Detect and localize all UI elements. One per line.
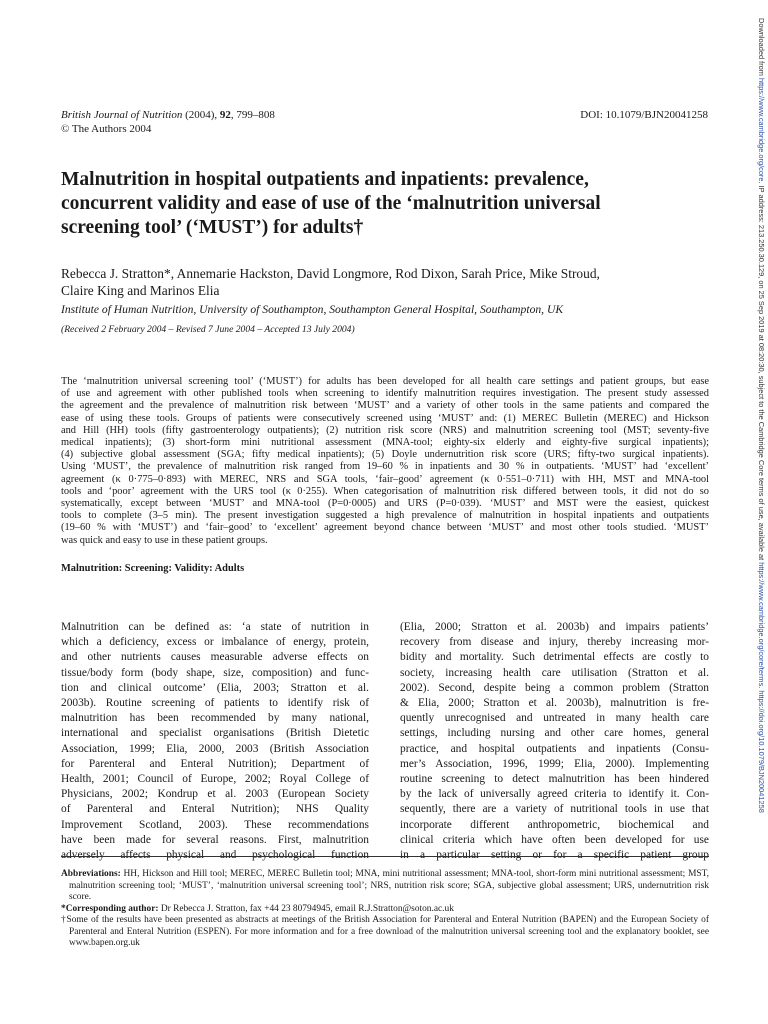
download-notice bbox=[752, 18, 766, 813]
corresponding-text: Dr Rebecca J. Stratton, fax +44 23 80794945, email R.J.Stratton@soton.ac.uk bbox=[158, 903, 454, 914]
journal-citation bbox=[61, 109, 275, 121]
footnote-abbreviations bbox=[61, 869, 709, 904]
abstract-line: tools to complete (3–5 min). The present investigation suggested a high prevalence of malnutrition in hospital inpatients and outpatients bbox=[61, 510, 709, 522]
title-line: concurrent validity and ease of use of the ‘malnutrition universal bbox=[61, 193, 601, 214]
body-line: by the lack of universally agreed criteria to identify it. Con- bbox=[400, 788, 709, 801]
body-line: practice, and hospital outpatients and inpatients (Consu- bbox=[400, 742, 709, 755]
body-line: quently unrecognised and untreated in many health care bbox=[400, 712, 709, 725]
doi-link[interactable]: https://doi.org/10.1079/BJN20041258 bbox=[757, 690, 766, 813]
body-line: Health, 2001; Council of Europe, 2002; Royal College of bbox=[61, 773, 369, 786]
citation-pages: , 799–808 bbox=[230, 109, 275, 121]
body-line: 2003b). Routine screening of patients to identify risk of bbox=[61, 697, 369, 710]
abstract-line: and Hill (HH) tools (fifty gastroenterology outpatients); (2) nutrition risk score (NRS) and malnutrition screening tool (MST; seventy-five bbox=[61, 424, 709, 436]
body-line: & Elia, 2000; Stratton et al. 2003b), malnutrition is fre- bbox=[400, 697, 709, 710]
abstract-line: (19–60 % with ‘MUST’) and ‘fair–good’ to ‘excellent’ agreement beyond chance between ‘MUST’ and most other tools studied. ‘MUST’ bbox=[61, 522, 709, 534]
authors-line: Claire King and Marinos Elia bbox=[61, 283, 220, 298]
abstract-line: was quick and easy to use in these patient groups. bbox=[61, 534, 268, 546]
body-line: recovery from disease and injury, thereby increasing mor- bbox=[400, 636, 709, 649]
abstract-line: The ‘malnutrition universal screening tool’ (‘MUST’) for adults has been developed for all health care settings and patient groups, but ease bbox=[61, 376, 709, 387]
received-dates: (Received 2 February 2004 – Revised 7 June 2004 – Accepted 13 July 2004) bbox=[61, 324, 355, 335]
body-line: bidity and mortality. Such detrimental effects are costly to bbox=[400, 651, 709, 664]
body-line: tion and clinical outcome’ (Elia, 2003; Stratton et al. bbox=[61, 681, 369, 694]
cambridge-core-link[interactable]: https://www.cambridge.org/core bbox=[757, 77, 766, 182]
citation-volume: 92 bbox=[219, 109, 231, 121]
abstract-line: Using ‘MUST’, the prevalence of malnutrition risk ranged from 19–60 % in inpatients and 30 % in outpatients. ‘MUST’ had ‘excellent’ bbox=[61, 461, 709, 473]
download-prefix: Downloaded from bbox=[757, 18, 766, 78]
copyright: © The Authors 2004 bbox=[61, 123, 152, 135]
authors-line: Rebecca J. Stratton*, Annemarie Hackston, David Longmore, Rod Dixon, Sarah Price, Mike Stroud, bbox=[61, 266, 600, 281]
body-line: Association, 1999; Elia, 2000, 2003 (British Association bbox=[61, 742, 369, 755]
body-line: sequently, there are a variety of nutritional tools in use that bbox=[400, 803, 709, 816]
body-line: Improvement Scotland, 2003). These recommendations bbox=[61, 818, 369, 831]
corresponding-label: *Corresponding author: bbox=[61, 903, 159, 914]
footnotes bbox=[61, 869, 709, 950]
body-line: of Parenteral and Enteral Nutrition); NHS Quality bbox=[61, 803, 369, 816]
body-line: for Parenteral and Enteral Nutrition); Department of bbox=[61, 757, 369, 770]
body-line: (Elia, 2000; Stratton et al. 2003b) and impairs patients’ bbox=[400, 621, 709, 633]
body-line: incorporate different anthropometric, biochemical and bbox=[400, 818, 709, 831]
footnote-divider bbox=[61, 856, 709, 857]
abbreviations-label: Abbreviations: bbox=[61, 869, 121, 879]
author-list bbox=[61, 265, 721, 299]
abstract-line: ease of using these tools. Groups of patients were consecutively screened using ‘MUST’ and: (1) MEREC Bulletin (MEREC) and Hickson bbox=[61, 412, 709, 424]
title-line: Malnutrition in hospital outpatients and inpatients: prevalence, bbox=[61, 169, 589, 190]
terms-link[interactable]: https://www.cambridge.org/core/terms bbox=[757, 562, 766, 687]
doi: DOI: 10.1079/BJN20041258 bbox=[580, 109, 708, 121]
body-line: Malnutrition can be defined as: ‘a state of nutrition in bbox=[61, 621, 369, 633]
body-line: tissue/body form (body shape, size, composition) and func- bbox=[61, 666, 369, 679]
body-line: clinical criteria which have often been developed for use bbox=[400, 833, 709, 846]
abstract-line: the agreement and the prevalence of malnutrition risk between ‘MUST’ and a variety of other tools in the same patients and compared the bbox=[61, 400, 709, 412]
abstract-line: of use and agreement with other published tools when screening to identify malnutrition requires investigation. The present study assessed bbox=[61, 388, 709, 400]
body-column-left bbox=[61, 620, 369, 863]
footnote-corresponding bbox=[61, 904, 709, 916]
body-line: 2002). Second, despite being a common problem (Stratton bbox=[400, 681, 709, 694]
body-column-right bbox=[400, 620, 709, 863]
download-ip-text: . IP address: 213.250.30.129, on 25 Sep 2019 at 08:20:30, subject to the Cambridge Core terms of use, available at bbox=[757, 181, 766, 563]
footnote-dagger: †Some of the results have been presented as abstracts at meetings of the British Association for Parenteral and Enteral Nutrition (BAPEN) and the European Society of Parenteral and Enteral Nutrition (ESPEN). For more information and for a free download of the malnutrition universal screening tool and the explanatory booklet, see www.bapen.org.uk bbox=[61, 915, 709, 948]
body-line: society, increasing health care utilisation (Stratton et al. bbox=[400, 666, 709, 679]
abbreviations-text: HH, Hickson and Hill tool; MEREC, MEREC Bulletin tool; MNA, mini nutritional assessment; MNA-tool, short-form mini nutritional assessment; MST, malnutrition screening tool; ‘MUST’, ‘malnutrition universal screening tool’; NRS, nutrition risk score; SGA, subjective global assessment; URS, undernutrition risk score. bbox=[69, 869, 709, 902]
journal-name: British Journal of Nutrition bbox=[61, 109, 183, 121]
affiliation: Institute of Human Nutrition, University of Southampton, Southampton General Hospital, Southampton, UK bbox=[61, 303, 564, 316]
body-line: settings, including nursing and other care homes, general bbox=[400, 727, 709, 740]
download-sep: . bbox=[757, 686, 766, 691]
body-line: Physicians, 2002; Kondrup et al. 2003 (European Society bbox=[61, 788, 369, 801]
body-line: have been made for several reasons. First, malnutrition bbox=[61, 833, 369, 846]
abstract-line: medical inpatients); (3) short-form mini nutritional assessment (MNA-tool; eighty-six elderly and eighty-five surgical inpatients); bbox=[61, 437, 709, 449]
title-line: screening tool’ (‘MUST’) for adults† bbox=[61, 217, 364, 238]
abstract-line: tools and ‘poor’ agreement with the URS tool (κ 0·255). When categorisation of malnutrition risk differed between tools, it did not do so bbox=[61, 485, 709, 497]
body-line: and other nutrients causes measurable adverse effects on bbox=[61, 651, 369, 664]
body-line: international and specialist organisations (British Dietetic bbox=[61, 727, 369, 740]
abstract bbox=[61, 376, 709, 547]
body-line: malnutrition has been recommended by many national, bbox=[61, 712, 369, 725]
keywords: Malnutrition: Screening: Validity: Adults bbox=[61, 563, 245, 574]
body-line: routine screening to detect malnutrition has been hindered bbox=[400, 773, 709, 786]
abstract-line: agreement (κ 0·775–0·893) with MEREC, NRS and SGA tools, ‘fair–good’ agreement (κ 0·551–0·711) with HH, MST and MNA-tool bbox=[61, 473, 709, 485]
citation-year: (2004), bbox=[182, 109, 220, 121]
body-line: which a deficiency, excess or imbalance of energy, protein, bbox=[61, 636, 369, 649]
abstract-line: (4) subjective global assessment (SGA; fifty medical inpatients); (5) Doyle undernutrition risk score (URS; fifty-two surgical inpatients). bbox=[61, 449, 709, 461]
abstract-line: systematically, except between ‘MUST’ and MNA-tool (P=0·0005) and URS (P=0·039). ‘MUST’ and MST were the easiest, quickest bbox=[61, 498, 709, 510]
article-title bbox=[61, 168, 711, 240]
body-line: mer’s Association, 1996, 1999; Elia, 2000). Implementing bbox=[400, 757, 709, 770]
